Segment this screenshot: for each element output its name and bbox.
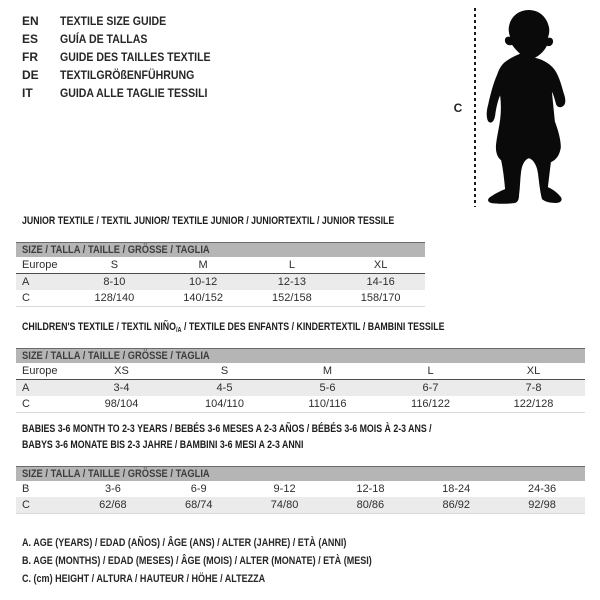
row-label: C: [22, 499, 30, 511]
table-cell: 110/116: [308, 398, 347, 410]
size-table: [16, 213, 425, 307]
table-title-text: CHILDREN'S TEXTILE / TEXTIL NIÑO: [22, 321, 176, 333]
language-code: DE: [22, 68, 39, 82]
language-title: TEXTILGRÖßENFÜHRUNG: [60, 68, 195, 82]
row-label: C: [22, 398, 30, 410]
table-cell: L: [427, 365, 434, 377]
language-title: GUIDE DES TAILLES TEXTILE: [60, 50, 211, 64]
table-title-text: JUNIOR TEXTILE / TEXTIL JUNIOR/ TEXTILE JUNIOR / JUNIORTEXTIL / JUNIOR TESSILE: [22, 215, 395, 227]
language-row: [22, 12, 231, 30]
table-row: [16, 497, 585, 513]
table-cell: M: [198, 259, 208, 271]
table-cell: 3-6: [104, 483, 121, 495]
table-title-text: /A: [175, 327, 182, 334]
table-cell: 12-18: [356, 483, 385, 495]
table-title: [16, 421, 585, 453]
language-code: IT: [22, 86, 33, 100]
language-code: EN: [22, 14, 39, 28]
table-size-band-label: SIZE / TALLA / TAILLE / GRÖSSE / TAGLIA: [22, 468, 210, 480]
language-title: TEXTILE SIZE GUIDE: [60, 14, 167, 28]
table-cell: 6-9: [190, 483, 207, 495]
table-title-text: BABYS 3-6 MONATE BIS 2-3 JAHRE / BAMBINI 3-6 MESI A 2-3 ANNI: [22, 439, 304, 451]
table-rows: [16, 363, 585, 413]
table-size-band-label: SIZE / TALLA / TAILLE / GRÖSSE / TAGLIA: [22, 244, 210, 256]
language-code: ES: [22, 32, 39, 46]
language-title: GUÍA DE TALLAS: [60, 32, 148, 46]
row-label: Europe: [22, 365, 58, 377]
table-title-line: [22, 319, 472, 335]
table-size-band-label: SIZE / TALLA / TAILLE / GRÖSSE / TAGLIA: [22, 350, 210, 362]
table-rows: [16, 257, 425, 307]
table-cell: 6-7: [422, 382, 439, 394]
row-label: A: [22, 382, 30, 394]
table-cell: 92/98: [528, 499, 556, 511]
table-cell: 116/122: [411, 398, 450, 410]
row-label: B: [22, 483, 30, 495]
table-cell: 62/68: [99, 499, 127, 511]
table-cell: 24-36: [527, 483, 557, 495]
table-cell: 5-6: [319, 382, 336, 394]
table-row: [16, 274, 425, 290]
table-cell: 8-10: [103, 276, 126, 288]
footnote-line: C. (cm) HEIGHT / ALTURA / HAUTEUR / HÖHE / ALTEZZA: [22, 573, 266, 585]
table-rows: [16, 481, 585, 514]
table-title-text: BABIES 3-6 MONTH TO 2-3 YEARS / BEBÉS 3-6 MESES A 2-3 AÑOS / BÉBÉS 3-6 MOIS À 2-3 ANS /: [22, 423, 432, 435]
table-cell: 9-12: [273, 483, 296, 495]
language-row: [22, 84, 231, 102]
table-cell: 122/128: [513, 398, 554, 410]
height-measure-line: [474, 8, 476, 207]
table-cell: 74/80: [270, 499, 299, 511]
table-row: [16, 290, 425, 306]
table-row: [16, 257, 425, 274]
table-cell: 140/152: [183, 292, 223, 304]
table-cell: 128/140: [94, 292, 135, 304]
table-cell: 104/110: [205, 398, 244, 410]
table-row: [16, 396, 585, 412]
table-cell: S: [110, 259, 119, 271]
table-row: [16, 481, 585, 497]
table-cell: 18-24: [442, 483, 471, 495]
table-title-line: [22, 437, 472, 453]
row-label: A: [22, 276, 30, 288]
table-title: [16, 319, 585, 335]
table-cell: 14-16: [366, 276, 395, 288]
table-cell: L: [288, 259, 295, 271]
table-row: [16, 380, 585, 396]
height-measure-label: C: [453, 101, 463, 115]
table-cell: XL: [526, 365, 541, 377]
language-code: FR: [22, 50, 38, 64]
table-cell: S: [220, 365, 229, 377]
table-title: [16, 213, 425, 229]
row-label: C: [22, 292, 30, 304]
table-cell: 152/158: [271, 292, 312, 304]
toddler-silhouette-icon: [482, 8, 572, 207]
table-cell: 86/92: [442, 499, 470, 511]
table-size-band: [16, 348, 585, 363]
footnote-line: A. AGE (YEARS) / EDAD (AÑOS) / ÂGE (ANS) / ALTER (JAHRE) / ETÀ (ANNI): [22, 537, 347, 549]
table-cell: 7-8: [525, 382, 542, 394]
language-row: [22, 48, 231, 66]
language-title: GUIDA ALLE TAGLIE TESSILI: [60, 86, 208, 100]
table-cell: 68/74: [184, 499, 213, 511]
footnotes: [22, 534, 449, 588]
table-size-band: [16, 242, 425, 257]
table-size-band: [16, 466, 585, 481]
table-cell: 98/104: [104, 398, 139, 410]
table-cell: 4-5: [216, 382, 233, 394]
language-row: [22, 66, 231, 84]
table-cell: 12-13: [277, 276, 306, 288]
table-cell: M: [322, 365, 333, 377]
table-cell: 10-12: [189, 276, 218, 288]
table-cell: 80/86: [356, 499, 385, 511]
table-cell: 3-4: [113, 382, 130, 394]
table-title-text: / TEXTILE DES ENFANTS / KINDERTEXTIL / BAMBINI TESSILE: [181, 321, 445, 333]
table-row: [16, 363, 585, 380]
table-title-line: [22, 213, 395, 229]
table-title-line: [22, 421, 472, 437]
size-table: [16, 319, 585, 413]
language-row: [22, 30, 231, 48]
language-list: [22, 12, 231, 102]
row-label: Europe: [22, 259, 58, 271]
table-cell: XL: [373, 259, 388, 271]
size-table: [16, 421, 585, 514]
footnote-line: B. AGE (MONTHS) / EDAD (MESES) / ÂGE (MOIS) / ALTER (MONATE) / ETÀ (MESI): [22, 555, 372, 567]
table-cell: XS: [114, 365, 129, 377]
table-cell: 158/170: [360, 292, 401, 304]
